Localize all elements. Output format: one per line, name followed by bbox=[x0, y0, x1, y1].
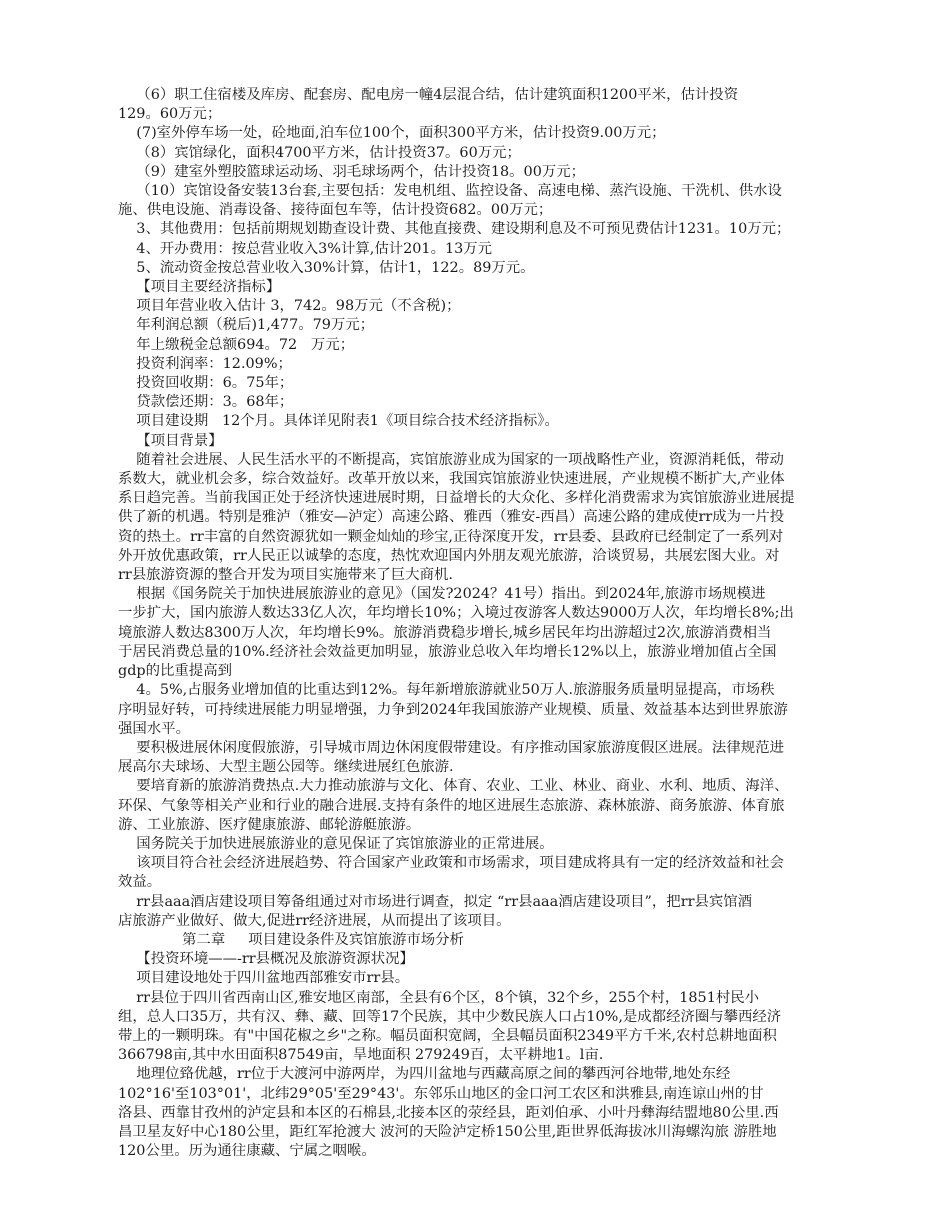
text-line: 根据《国务院关于加快进展旅游业的意见》（国发?2024？41号）指出。到2024年,旅游市场规模进 bbox=[118, 586, 766, 603]
text-line: 102°16'至103°01'，北纬29°05'至29°43'。东邻乐山地区的金口河工农区和洪雅县,南连谅山州的甘 bbox=[118, 1085, 764, 1102]
text-line: 年上缴税金总额694。72 万元； bbox=[118, 336, 355, 353]
text-line: 效益。 bbox=[118, 874, 162, 891]
text-line: 项目建设期 12个月。具体详见附表1《项目综合技术经济指标》。 bbox=[118, 413, 559, 430]
text-line: 【项目主要经济指标】 bbox=[118, 279, 281, 296]
text-line: rr县aaa酒店建设项目筹备组通过对市场进行调查，拟定 “rr县aaa酒店建设项目”，把rr县宾馆酒 bbox=[118, 893, 753, 910]
text-line: 带上的一颗明珠。有"中国花椒之乡"之称。幅员面积宽阔，全县幅员面积2349平方千米,农村总耕地面积 bbox=[118, 1027, 777, 1044]
text-line: 投资利润率：12.09%； bbox=[118, 355, 292, 372]
text-line: 该项目符合社会经济进展趋势、符合国家产业政策和市场需求，项目建成将具有一定的经济效益和社会 bbox=[118, 855, 784, 872]
text-line: gdp的比重提高到 bbox=[118, 663, 232, 680]
text-line: 项目建设地处于四川盆地西部雅安市rr县。 bbox=[118, 970, 410, 987]
text-line: 【投资环境——-rr县概况及旅游资源状况】 bbox=[118, 951, 414, 968]
text-line: （10）宾馆设备安装13台套,主要包括：发电机组、监控设备、高速电梯、蒸汽设施、干洗机、供水设 bbox=[118, 183, 782, 200]
text-line: 第二章 项目建设条件及宾馆旅游市场分析 bbox=[118, 931, 464, 948]
text-line: 366798亩,其中水田面积87549亩，旱地面积 279249百，太平耕地1。l亩. bbox=[118, 1047, 604, 1064]
text-line: 展高尔夫球场、大型主题公园等。继续进展红色旅游. bbox=[118, 759, 454, 776]
text-line: 要培育新的旅游消费热点.大力推动旅游与文化、体育、农业、工业、林业、商业、水利、地质、海洋、 bbox=[118, 778, 789, 795]
text-line: 施、供电设施、消毒设备、接待面包车等，估计投资682。00万元； bbox=[118, 202, 553, 219]
text-line: 129。60万元； bbox=[118, 106, 222, 123]
text-line: 序明显好转，可持续进展能力明显增强，力争到2024年我国旅游产业规模、质量、效益基本达到世界旅游 bbox=[118, 701, 788, 718]
text-line: 昌卫星友好中心180公里，距红军抢渡大 波河的天险泸定桥150公里,距世界低海拔冰川海螺沟旅 游胜地 bbox=[118, 1123, 777, 1140]
text-line: 国务院关于加快进展旅游业的意见保证了宾馆旅游业的正常进展。 bbox=[118, 835, 554, 852]
text-line: 组，总人口35万，共有汉、彝、藏、回等17个民族，其中少数民族人口占10%,是成都经济圈与攀西经济 bbox=[118, 1008, 782, 1025]
text-line: 4、开办费用：按总营业收入3%计算,估计201。13万元 bbox=[118, 240, 493, 257]
text-line: 游、工业旅游、医疗健康旅游、邮轮游艇旅游。 bbox=[118, 816, 421, 833]
text-line: 洛县、西靠甘孜州的泸定县和本区的石棉县,北接本区的荥经县，距刘伯承、小叶丹彝海结盟地80公里.西 bbox=[118, 1104, 779, 1121]
text-line: 4。5%,占服务业增加值的比重达到12%。每年新增旅游就业50万人.旅游服务质量明显提高，市场秩 bbox=[118, 682, 775, 699]
text-line: 资的热土。rr丰富的自然资源犹如一颗金灿灿的珍宝,正待深度开发，rr县委、县政府已经制定了一系列对 bbox=[118, 528, 784, 545]
text-line: 3、其他费用：包括前期规划勘查设计费、其他直接费、建设期利息及不可预见费估计1231。10万元； bbox=[118, 221, 791, 238]
text-line: 5、流动资金按总营业收入30%计算，估计1，122。89万元。 bbox=[118, 259, 535, 276]
text-line: 供了新的机遇。特别是雅泸（雅安—泸定）高速公路、雅西（雅安-西昌）高速公路的建成使rr成为一片投 bbox=[118, 509, 785, 526]
text-line: 年利润总额（税后)1,477。79万元； bbox=[118, 317, 375, 334]
text-line: 系日趋完善。当前我国正处于经济快速进展时期，日益增长的大众化、多样化消费需求为宾馆旅游业进展提 bbox=[118, 490, 795, 507]
text-line: 地理位臵优越，rr位于大渡河中游两岸，为四川盆地与西藏高原之间的攀西河谷地带,地处东经 bbox=[118, 1066, 731, 1083]
text-line: 一步扩大，国内旅游人数达33亿人次，年均增长10%；入境过夜游客人数达9000万人次，年均增长8%;出 bbox=[118, 605, 794, 622]
text-line: 外开放优惠政策，rr人民正以诚挚的态度，热忱欢迎国内外朋友观光旅游，洽谈贸易，共展宏图大业。对 bbox=[118, 547, 780, 564]
text-line: （9）建室外塑胶篮球运动场、羽毛球场两个，估计投资18。00万元； bbox=[118, 163, 586, 180]
text-line: （8）宾馆绿化，面积4700平方米，估计投资37。60万元； bbox=[118, 144, 521, 161]
text-line: (7)室外停车场一处，砼地面,泊车位100个，面积300平方米，估计投资9.00万元； bbox=[118, 125, 666, 142]
text-line: 项目年营业收入估计 3，742。98万元（不含税)； bbox=[118, 298, 461, 315]
text-line: 于居民消费总量的10%.经济社会效益更加明显，旅游业总收入年均增长12%以上，旅游业增加值占全国 bbox=[118, 643, 777, 660]
text-line: 要积极进展休闲度假旅游，引导城市周边休闲度假带建设。有序推动国家旅游度假区进展。法律规范进 bbox=[118, 739, 784, 756]
text-line: rr县位于四川省西南山区,雅安地区南部，全县有6个区，8个镇，32个乡，255个村，1851村民小 bbox=[118, 989, 760, 1006]
text-line: 120公里。历为通往康藏、宁属之咽喉。 bbox=[118, 1143, 376, 1160]
text-line: 环保、气象等相关产业和行业的融合进展.支持有条件的地区进展生态旅游、森林旅游、商务旅游、体育旅 bbox=[118, 797, 785, 814]
text-line: 【项目背景】 bbox=[118, 432, 223, 449]
text-line: rr县旅游资源的整合开发为项目实施带来了巨大商机. bbox=[118, 567, 453, 584]
text-line: 境旅游人数达8300万人次，年均增长9%。旅游消费稳步增长,城乡居民年均出游超过2次,旅游消费相当 bbox=[118, 624, 772, 641]
text-line: （6）职工住宿楼及库房、配套房、配电房一幢4层混合结，估计建筑面积1200平米，估计投资 bbox=[118, 87, 739, 103]
text-line: 贷款偿还期：3。68年； bbox=[118, 394, 294, 411]
text-line: 投资回收期：6。75年； bbox=[118, 375, 294, 392]
text-line: 店旅游产业做好、做大,促进rr经济进展，从而提出了该项目。 bbox=[118, 912, 511, 929]
text-line: 系数大，就业机会多，综合效益好。改革开放以来，我国宾馆旅游业快速进展，产业规模不断扩大,产业体 bbox=[118, 471, 785, 488]
text-line: 强国水平。 bbox=[118, 720, 190, 737]
text-line: 随着社会进展、人民生活水平的不断提高，宾馆旅游业成为国家的一项战略性产业，资源消耗低，带动 bbox=[118, 451, 784, 468]
